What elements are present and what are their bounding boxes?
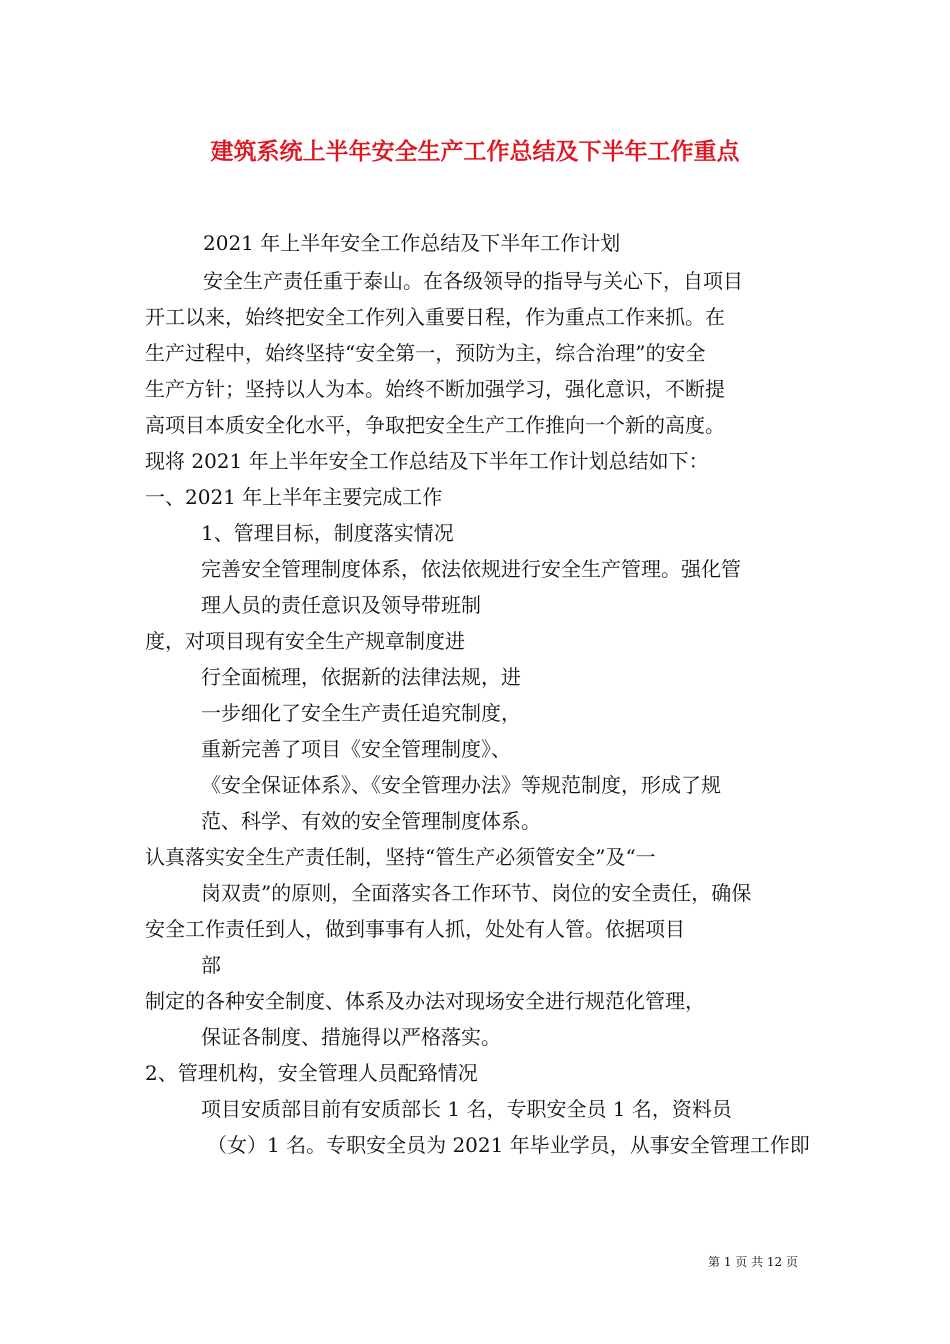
body-line: 高项目本质安全化水平，争取把安全生产工作推向一个新的高度。 <box>145 413 725 437</box>
body-line: 制定的各种安全制度、体系及办法对现场安全进行规范化管理， <box>145 989 705 1013</box>
body-line: 完善安全管理制度体系，依法依规进行安全生产管理。强化管 <box>201 557 741 581</box>
body-line: 现将 2021 年上半年安全工作总结及下半年工作计划总结如下： <box>145 449 709 473</box>
body-line: 认真落实安全生产责任制，坚持“管生产必须管安全”及“一 <box>145 845 656 869</box>
body-line: 一、2021 年上半年主要完成工作 <box>145 485 443 509</box>
body-line: 重新完善了项目《安全管理制度》、 <box>201 737 511 761</box>
body-line: 安全生产责任重于泰山。在各级领导的指导与关心下，自项目 <box>203 269 743 293</box>
body-line: 生产过程中，始终坚持“安全第一，预防为主，综合治理”的安全 <box>145 341 706 365</box>
page-footer: 第 1 页 共 12 页 <box>708 1255 798 1269</box>
body-line: 2、管理机构，安全管理人员配臵情况 <box>145 1061 478 1085</box>
body-line: 岗双责”的原则，全面落实各工作环节、岗位的安全责任，确保 <box>201 881 752 905</box>
body-line: （女）1 名。专职安全员为 2021 年毕业学员，从事安全管理工作即 <box>207 1133 810 1157</box>
document-title: 建筑系统上半年安全生产工作总结及下半年工作重点 <box>210 139 740 165</box>
body-line: 范、科学、有效的安全管理制度体系。 <box>201 809 541 833</box>
body-line: 开工以来，始终把安全工作列入重要日程，作为重点工作来抓。在 <box>145 305 725 329</box>
body-line: 一步细化了安全生产责任追究制度， <box>201 701 521 725</box>
body-line: 《安全保证体系》、《安全管理办法》等规范制度，形成了规 <box>201 773 721 797</box>
body-line: 安全工作责任到人，做到事事有人抓，处处有人管。依据项目 <box>145 917 685 941</box>
body-line: 2021 年上半年安全工作总结及下半年工作计划 <box>203 231 621 255</box>
body-line: 行全面梳理，依据新的法律法规，进 <box>201 665 521 689</box>
body-line: 保证各制度、措施得以严格落实。 <box>201 1025 501 1049</box>
body-line: 1、管理目标，制度落实情况 <box>201 521 454 545</box>
body-line: 度，对项目现有安全生产规章制度进 <box>145 629 465 653</box>
body-line: 理人员的责任意识及领导带班制 <box>201 593 481 617</box>
body-line: 部 <box>201 953 221 977</box>
body-line: 生产方针；坚持以人为本。始终不断加强学习，强化意识，不断提 <box>145 377 725 401</box>
body-line: 项目安质部目前有安质部长 1 名，专职安全员 1 名，资料员 <box>201 1097 732 1121</box>
